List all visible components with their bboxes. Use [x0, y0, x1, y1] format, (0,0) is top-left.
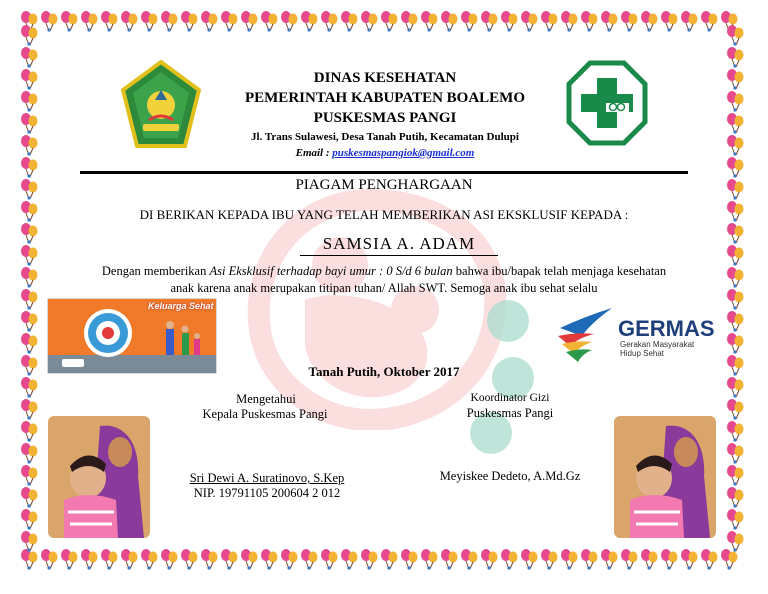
mother-baby-picture-left — [48, 416, 150, 538]
recipient-name: SAMSIA A. ADAM — [300, 234, 498, 256]
keluarga-sehat-title: Keluarga Sehat — [148, 301, 214, 311]
left-signatory-name: Sri Dewi A. Suratinovo, S.Kep — [189, 471, 345, 485]
issue-date: Tanah Putih, Oktober 2017 — [308, 364, 460, 379]
body-part-1: Dengan memberikan — [101, 264, 210, 278]
body-line-1 — [40, 264, 728, 279]
right-signature-label-1: Koordinator Gizi — [470, 392, 550, 404]
germas-subtitle — [620, 340, 694, 358]
keluarga-sehat-banner — [47, 298, 217, 374]
balloon-border-top — [20, 10, 744, 34]
boalemo-regency-logo — [121, 60, 201, 150]
mother-baby-photo-right — [614, 416, 716, 538]
header-government: PEMERINTAH KABUPATEN BOALEMO — [244, 90, 525, 106]
balloon-border-right — [726, 24, 746, 552]
balloon-border-bottom — [20, 548, 744, 572]
body-part-2: bahwa ibu/bapak telah menjaga kesehatan — [452, 264, 667, 278]
germas-sub-1: Gerakan Masyarakat — [620, 340, 695, 349]
header-agency: DINAS KESEHATAN — [313, 70, 457, 86]
email-link[interactable]: puskesmaspangiok@gmail.com — [332, 147, 475, 159]
right-signature-label-2: Puskesmas Pangi — [466, 406, 554, 420]
puskesmas-logo — [566, 60, 648, 146]
breastfeeding-icon-1 — [487, 300, 529, 342]
mother-baby-picture-right — [614, 416, 716, 538]
balloon-border-left — [20, 24, 40, 552]
mother-baby-photo-left — [48, 416, 150, 538]
header-divider — [80, 171, 688, 174]
certificate-title: PIAGAM PENGHARGAAN — [295, 177, 473, 193]
left-signature-label-1: Mengetahui — [236, 392, 296, 406]
germas-swoosh-icon — [556, 306, 616, 364]
body-line-2: anak karena anak merupakan titipan tuhan/ Allah SWT. Semoga anak ibu sehat selalu — [170, 281, 598, 295]
left-signatory-nip: NIP. 19791105 200604 2 012 — [193, 486, 341, 500]
germas-logo — [556, 306, 720, 364]
left-signature-label-2: Kepala Puskesmas Pangi — [202, 407, 328, 421]
given-to-text: DI BERIKAN KEPADA IBU YANG TELAH MEMBERIKAN ASI EKSKLUSIF KEPADA : — [139, 207, 629, 222]
germas-sub-2: Hidup Sehat — [620, 349, 665, 358]
germas-title: GERMAS — [618, 316, 715, 341]
right-signatory-name: Meyiskee Dedeto, A.Md.Gz — [439, 469, 581, 483]
body-italic: Asi Eksklusif terhadap bayi umur : 0 S/d 6 bulan — [209, 264, 453, 278]
email-label: Email : — [295, 147, 333, 159]
header-puskesmas: PUSKESMAS PANGI — [313, 110, 457, 126]
header-email — [200, 147, 570, 159]
header-address: Jl. Trans Sulawesi, Desa Tanah Putih, Kecamatan Dulupi — [251, 131, 519, 143]
